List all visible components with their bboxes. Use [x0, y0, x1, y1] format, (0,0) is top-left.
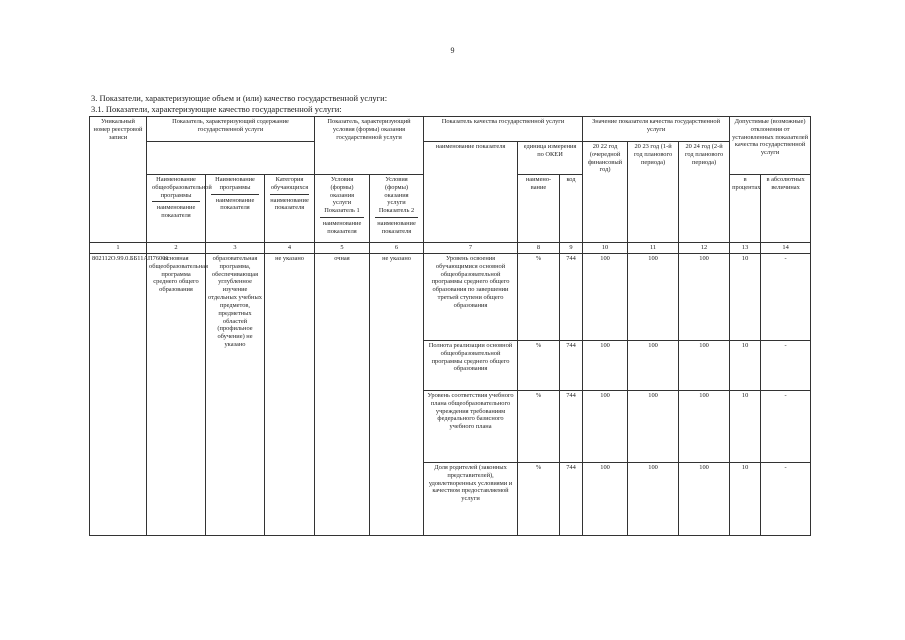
col-number: 7 — [424, 243, 518, 254]
header-indicator-name: наименование показателя — [424, 142, 518, 243]
indicator-name: Полнота реализации основной общеобразовательной программы среднего общего образования — [424, 341, 518, 391]
col-number: 9 — [560, 243, 583, 254]
indicator-deviation-abs: - — [761, 341, 811, 391]
indicator-name: Уровень соответствия учебного плана общеобразовательного учреждения требованиям федерального базисного учебного плана — [424, 391, 518, 463]
indicator-deviation-abs: - — [761, 254, 811, 341]
indicator-deviation-abs: - — [761, 391, 811, 463]
indicator-value-2: 100 — [628, 463, 679, 536]
header-col-cond2: Условия (формы) оказания услуги Показатель 2 наименование показателя — [370, 175, 424, 243]
indicator-value-2: 100 — [628, 391, 679, 463]
col-number: 5 — [315, 243, 370, 254]
col-number: 13 — [730, 243, 761, 254]
indicator-deviation-pct: 10 — [730, 391, 761, 463]
record-cond2: не указано — [370, 254, 424, 536]
indicator-value-2: 100 — [628, 341, 679, 391]
header-sub-name: наимено-вание — [518, 175, 560, 243]
header-year-1: 20 22 год (очередной финансовый год) — [583, 142, 628, 243]
header-unique-number: Уникальный номер реестровой записи — [90, 117, 147, 243]
header-in-absolute: в абсолютных величинах — [761, 175, 811, 243]
indicator-code: 744 — [560, 391, 583, 463]
indicator-unit: % — [518, 341, 560, 391]
indicator-value-3: 100 — [679, 391, 730, 463]
col-number: 2 — [147, 243, 206, 254]
indicator-unit: % — [518, 391, 560, 463]
indicator-name: Уровень освоения обучающимися основной общеобразовательной программы среднего общего образования по завершении третьей ступени общего образования — [424, 254, 518, 341]
col-number: 4 — [265, 243, 315, 254]
indicator-code: 744 — [560, 341, 583, 391]
header-col-category: Категория обучающихся наименование показателя — [265, 175, 315, 243]
indicator-deviation-pct: 10 — [730, 341, 761, 391]
header-year-3: 20 24 год (2-й год планового периода) — [679, 142, 730, 243]
indicator-unit: % — [518, 254, 560, 341]
indicator-value-1: 100 — [583, 391, 628, 463]
header-conditions-indicator: Показатель, характеризующий условия (формы) оказания государственной услуги — [315, 117, 424, 175]
indicator-code: 744 — [560, 463, 583, 536]
header-allowed-deviation: Допустимые (возможные) отклонения от установленных показателей качества государственной услуги — [730, 117, 811, 175]
header-quality-indicator: Показатель качества государственной услуги — [424, 117, 583, 142]
header-col-programs: Наименование программы наименование показателя — [206, 175, 265, 243]
header-content-indicator: Показатель, характеризующий содержание государственной услуги — [147, 117, 315, 142]
header-col-program-name: Наименование общеобразовательной программы наименование показателя — [147, 175, 206, 243]
col-number: 8 — [518, 243, 560, 254]
header-sub-code: код — [560, 175, 583, 243]
col-number: 1 — [90, 243, 147, 254]
indicator-unit: % — [518, 463, 560, 536]
header-quality-value: Значение показателя качества государственной услуги — [583, 117, 730, 142]
indicator-name: Доля родителей (законных представителей), удовлетворенных условиями и качеством предоставляемой услуги — [424, 463, 518, 536]
indicator-code: 744 — [560, 254, 583, 341]
section-heading-3: 3. Показатели, характеризующие объем и (или) качество государственной услуги: — [91, 93, 388, 103]
indicator-deviation-pct: 10 — [730, 254, 761, 341]
indicator-value-3: 100 — [679, 463, 730, 536]
col-number: 10 — [583, 243, 628, 254]
header-unit-okei: единица измерения по ОКЕИ — [518, 142, 583, 175]
indicator-deviation-pct: 10 — [730, 463, 761, 536]
indicator-deviation-abs: - — [761, 463, 811, 536]
record-form: очная — [315, 254, 370, 536]
header-col-cond1: Условия (формы) оказания услуги Показатель 1 наименование показателя — [315, 175, 370, 243]
indicator-value-3: 100 — [679, 341, 730, 391]
col-number: 12 — [679, 243, 730, 254]
indicator-value-2: 100 — [628, 254, 679, 341]
indicator-value-1: 100 — [583, 463, 628, 536]
indicator-value-3: 100 — [679, 254, 730, 341]
indicator-value-1: 100 — [583, 254, 628, 341]
col-number: 14 — [761, 243, 811, 254]
record-category: не указано — [265, 254, 315, 536]
indicator-value-1: 100 — [583, 341, 628, 391]
record-program: основная общеобразовательная программа среднего общего образования — [147, 254, 206, 536]
record-program-type: образовательная программа, обеспечивающая углубленное изучение отдельных учебных предметов, предметных областей (профильное обучение) не указано — [206, 254, 265, 536]
header-content-spacer — [147, 142, 315, 175]
section-heading-3-1: 3.1. Показатели, характеризующие качество государственной услуги: — [91, 104, 342, 114]
col-number: 3 — [206, 243, 265, 254]
quality-indicators-table — [89, 116, 811, 536]
header-in-percent: в процентах — [730, 175, 761, 243]
col-number: 11 — [628, 243, 679, 254]
table-row — [90, 254, 811, 341]
col-number: 6 — [370, 243, 424, 254]
record-id: 802112О.99.0.ББ11АП76001 — [90, 254, 147, 536]
header-year-2: 20 23 год (1-й год планового периода) — [628, 142, 679, 243]
page-number: 9 — [450, 46, 455, 55]
